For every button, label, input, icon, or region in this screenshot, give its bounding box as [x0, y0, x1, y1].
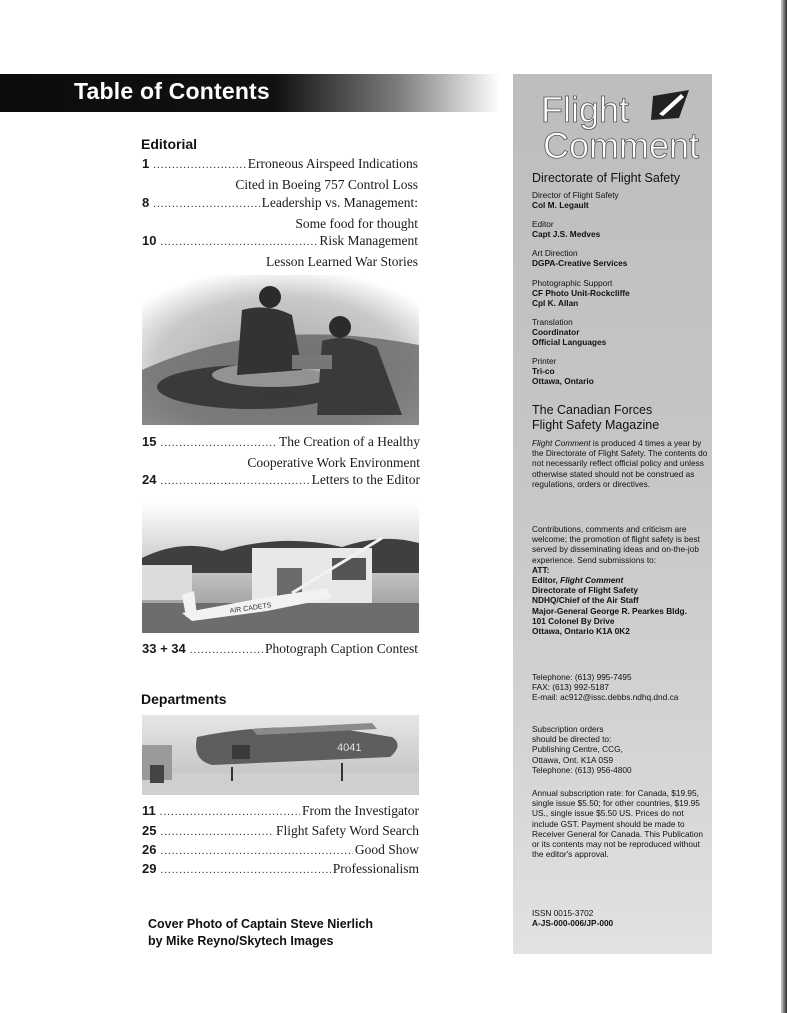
- leader-dots: [160, 803, 300, 822]
- toc-entry[interactable]: [142, 154, 418, 194]
- masthead-sidebar: [513, 74, 712, 954]
- helicopter-illustration: [142, 715, 419, 795]
- fax-number: FAX: (613) 992-5187: [532, 682, 610, 693]
- toc-entry[interactable]: [142, 470, 420, 491]
- subscription-line: Ottawa, Ont. K1A 0S9: [532, 754, 614, 765]
- address-line: NDHQ/Chief of the Air Staff: [532, 595, 639, 606]
- leader-dots: [153, 195, 259, 214]
- rate-text: Annual subscription rate: for Canada, $19.95, single issue $5.50; for other countries, $19.95 US., single issue $5.50 US. Prices do not include GST. Payment should be made to Receiver General for Canada. This Publication or its contents may not be reproduced without the editor's approval.: [532, 788, 703, 860]
- staff-label: Art Direction: [532, 248, 578, 258]
- toc-entry[interactable]: [142, 231, 418, 271]
- page-number: 33 + 34: [142, 641, 186, 656]
- address-line: Directorate of Flight Safety: [532, 585, 639, 596]
- cover-credit-line: Cover Photo of Captain Steve Nierlich: [148, 917, 374, 931]
- staff-value: Ottawa, Ontario: [532, 376, 594, 387]
- publication-code: A-JS-000-006/JP-000: [532, 918, 614, 929]
- logo-word: Flight: [541, 89, 630, 130]
- subscription-line: Publishing Centre, CCG,: [532, 744, 623, 755]
- about-text: is produced 4 times a year by the Directorate of Flight Safety. The contents do not necessarily reflect official policy and unless otherwise stated should not be construed as regulations, orders or directives.: [532, 438, 708, 489]
- subscription-line: should be directed to:: [532, 734, 612, 745]
- address-line: Major-General George R. Pearkes Bldg.: [532, 605, 687, 616]
- page-number: 11: [142, 803, 156, 818]
- toc-entry[interactable]: [142, 639, 418, 660]
- logo-word: Comment: [543, 125, 700, 162]
- photo-technicians: [142, 275, 419, 425]
- directorate-title: Directorate of Flight Safety: [532, 171, 680, 185]
- publication-name: Flight Comment: [532, 438, 591, 448]
- leader-dots: [160, 861, 330, 880]
- staff-value: CF Photo Unit-Rockcliffe: [532, 288, 630, 299]
- staff-block: [532, 248, 710, 268]
- magazine-title: [532, 403, 659, 433]
- page-number: 26: [142, 842, 157, 857]
- staff-value: Capt J.S. Medves: [532, 229, 601, 240]
- subscription-block: [532, 724, 710, 775]
- email-address[interactable]: E-mail: ac912@issc.debbs.ndhq.dnd.ca: [532, 692, 679, 703]
- entry-title: Flight Safety Word Search: [275, 823, 419, 838]
- entry-subtitle: Cited in Boeing 757 Control Loss: [235, 177, 418, 192]
- entry-subtitle: Lesson Learned War Stories: [266, 254, 418, 269]
- rate-paragraph: [532, 788, 710, 859]
- staff-label: Translation: [532, 317, 573, 327]
- entry-title: Good Show: [354, 842, 419, 857]
- leader-dots: [160, 434, 277, 453]
- staff-value: Coordinator: [532, 327, 580, 338]
- photo-helicopter: [142, 715, 419, 795]
- entry-title: Leadership vs. Management:: [261, 195, 418, 210]
- contributions-text: Contributions, comments and criticism are welcome; the promotion of flight safety is best served by disseminating ideas and on-the-job experience. Send submissions to:: [532, 524, 700, 565]
- page-number: 15: [142, 434, 157, 449]
- page-number: 1: [142, 156, 150, 171]
- staff-value: Tri-co: [532, 366, 555, 377]
- toc-entry[interactable]: [142, 859, 419, 880]
- issn-block: [532, 908, 710, 928]
- staff-block: [532, 278, 710, 309]
- magazine-title-line: The Canadian Forces: [532, 403, 653, 417]
- page-number: 8: [142, 195, 150, 210]
- toc-entry[interactable]: [142, 821, 419, 842]
- staff-label: Director of Flight Safety: [532, 190, 619, 200]
- helicopter-number: 4041: [337, 742, 362, 754]
- toc-entry[interactable]: [142, 801, 419, 822]
- staff-value: Cpl K. Allan: [532, 298, 579, 309]
- cover-credit-line: by Mike Reyno/Skytech Images: [148, 934, 334, 948]
- entry-title: Photograph Caption Contest: [265, 641, 418, 656]
- phone-number: Telephone: (613) 995-7495: [532, 672, 632, 682]
- departments-heading: Departments: [141, 691, 227, 707]
- staff-block: [532, 190, 710, 210]
- contact-block: [532, 672, 710, 703]
- staff-block: [532, 317, 710, 348]
- editor-prefix: Editor,: [532, 575, 561, 586]
- flight-comment-logo: [541, 84, 711, 162]
- address-line: Ottawa, Ontario K1A 0K2: [532, 626, 630, 637]
- photo-aircraft: [142, 503, 419, 633]
- about-paragraph: [532, 438, 710, 489]
- staff-label: Photographic Support: [532, 278, 613, 288]
- cover-credit: [148, 916, 373, 950]
- toc-entry[interactable]: [142, 193, 418, 233]
- entry-title: Letters to the Editor: [311, 472, 420, 487]
- entry-title: Risk Management: [319, 233, 418, 248]
- subscription-line: Subscription orders: [532, 724, 604, 734]
- leader-dots: [153, 156, 246, 175]
- leader-dots: [160, 472, 309, 491]
- att-label: ATT:: [532, 564, 550, 575]
- staff-value: Col M. Legault: [532, 200, 589, 211]
- aircraft-illustration: [142, 503, 419, 633]
- page-number: 25: [142, 823, 157, 838]
- toc-entry[interactable]: [142, 432, 420, 472]
- entry-subtitle: Cooperative Work Environment: [247, 455, 420, 470]
- issn-number: ISSN 0015-3702: [532, 908, 594, 918]
- subscription-line: Telephone: (613) 956-4800: [532, 764, 632, 775]
- staff-value: DGPA-Creative Services: [532, 258, 628, 269]
- staff-block: [532, 356, 710, 387]
- leader-dots: [190, 641, 263, 660]
- technicians-illustration: [142, 275, 419, 425]
- entry-title: Erroneous Airspeed Indications: [247, 156, 418, 171]
- entry-title: The Creation of a Healthy: [279, 434, 420, 449]
- page-number: 10: [142, 233, 157, 248]
- aircraft-lettering: AIR CADETS: [229, 602, 272, 615]
- page-number: 24: [142, 472, 157, 487]
- address-line: 101 Colonel By Drive: [532, 615, 615, 626]
- staff-label: Printer: [532, 356, 557, 366]
- toc-banner: [0, 74, 500, 112]
- entry-title: Professionalism: [332, 861, 419, 876]
- staff-value: Official Languages: [532, 337, 607, 348]
- leader-dots: [160, 233, 317, 252]
- staff-label: Editor: [532, 219, 554, 229]
- page-title: Table of Contents: [74, 78, 270, 104]
- publication-name: Flight Comment: [560, 575, 624, 586]
- editorial-heading: Editorial: [141, 136, 198, 152]
- entry-title: From the Investigator: [302, 803, 419, 818]
- magazine-title-line: Flight Safety Magazine: [532, 418, 660, 432]
- entry-subtitle: Some food for thought: [295, 216, 418, 231]
- page-number: 29: [142, 861, 157, 876]
- toc-entry[interactable]: [142, 840, 419, 861]
- staff-block: [532, 219, 710, 239]
- jet-icon: [651, 90, 689, 120]
- contributions-paragraph: [532, 524, 710, 636]
- page-edge: [781, 0, 787, 1013]
